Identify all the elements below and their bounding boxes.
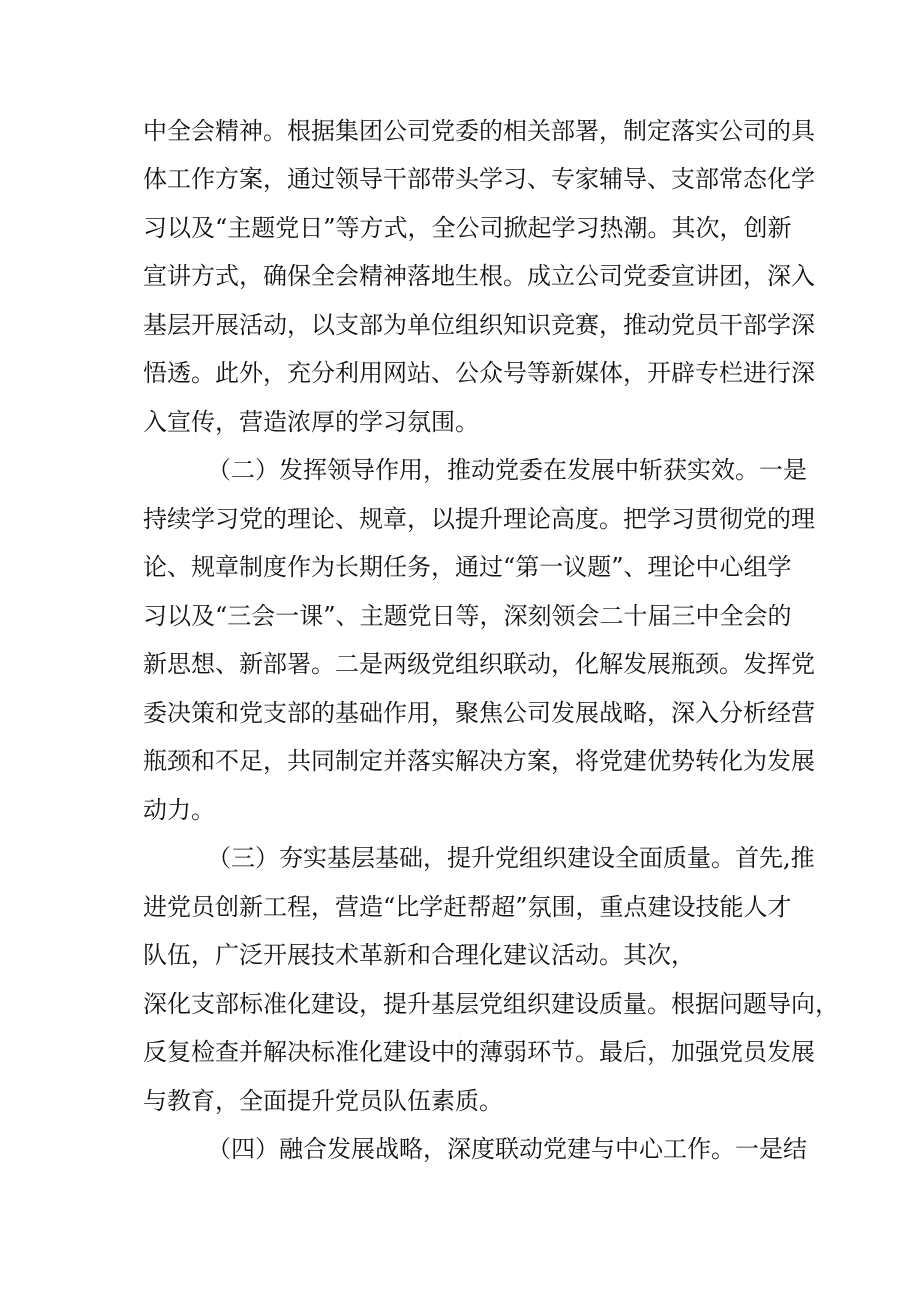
text-line: 论、规章制度作为长期任务，通过“第一议题”、理论中心组学 (143, 553, 792, 581)
text-line: 习以及“主题党日”等方式，全公司掀起学习热潮。其次，创新 (143, 214, 792, 242)
section-heading-2: （二）发挥领导作用，推动党委在发展中斩获实效。一是 (207, 456, 807, 484)
text-line: 持续学习党的理论、规章，以提升理论高度。把学习贯彻党的理 (143, 505, 815, 533)
section-heading-4: （四）融合发展战略，深度联动党建与中心工作。一是结 (207, 1135, 807, 1163)
text-line: 瓶颈和不足，共同制定并落实解决方案，将党建优势转化为发展 (143, 747, 815, 775)
section-heading-3: （三）夯实基层基础，提升党组织建设全面质量。首先,推 (207, 844, 815, 872)
text-line: 中全会精神。根据集团公司党委的相关部署，制定落实公司的具 (143, 117, 815, 145)
text-line: 新思想、新部署。二是两级党组织联动，化解发展瓶颈。发挥党 (143, 650, 815, 678)
text-line: 动力。 (143, 796, 215, 824)
text-line: 悟透。此外，充分利用网站、公众号等新媒体，开辟专栏进行深 (143, 359, 815, 387)
text-line: 进党员创新工程，营造“比学赶帮超”氛围，重点建设技能人才 (143, 893, 792, 921)
text-line: 宣讲方式，确保全会精神落地生根。成立公司党委宣讲团，深入 (143, 262, 815, 290)
text-line: 与教育，全面提升党员队伍素质。 (143, 1087, 503, 1115)
text-line: 习以及“三会一课”、主题党日等，深刻领会二十届三中全会的 (143, 602, 792, 630)
text-line: 队伍，广泛开展技术革新和合理化建议活动。其次， (143, 941, 695, 969)
text-line: 深化支部标准化建设，提升基层党组织建设质量。根据问题导向， (143, 990, 839, 1018)
text-line: 基层开展活动，以支部为单位组织知识竞赛，推动党员干部学深 (143, 311, 815, 339)
text-line: 委决策和党支部的基础作用，聚焦公司发展战略，深入分析经营 (143, 699, 815, 727)
text-line: 入宣传，营造浓厚的学习氛围。 (143, 408, 479, 436)
text-line: 反复检查并解决标准化建设中的薄弱环节。最后，加强党员发展 (143, 1038, 815, 1066)
text-line: 体工作方案，通过领导干部带头学习、专家辅导、支部常态化学 (143, 165, 815, 193)
